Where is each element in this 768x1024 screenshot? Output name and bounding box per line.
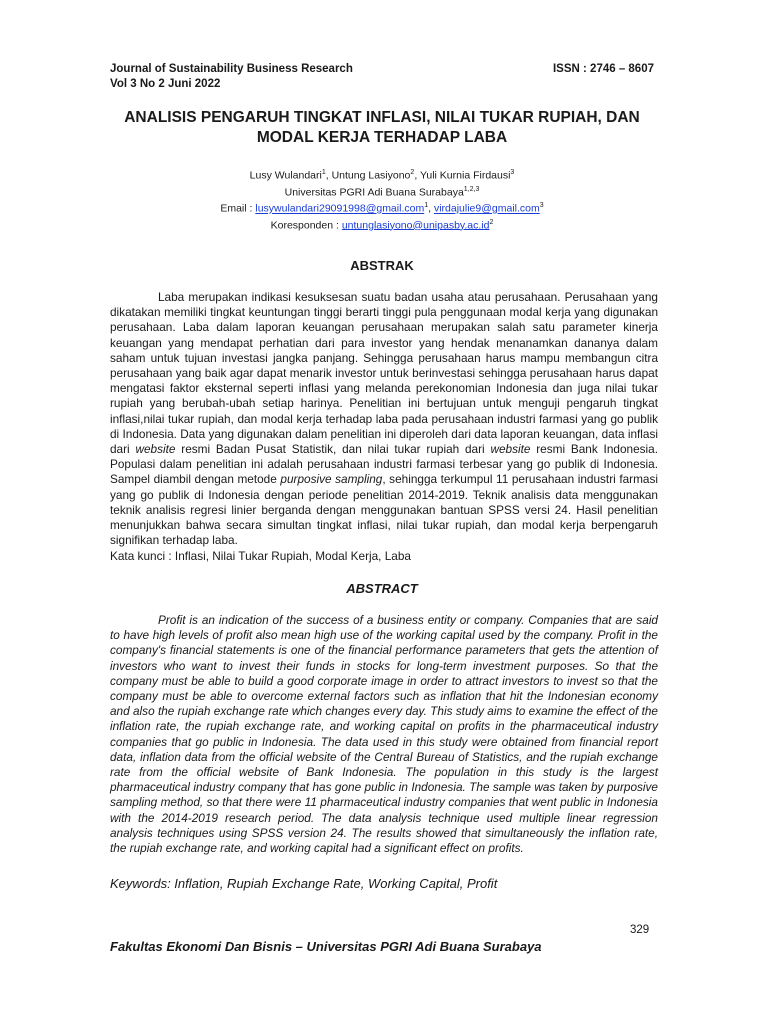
author-block bbox=[110, 166, 654, 232]
abstract-text: Profit is an indication of the success of a business entity or company. Companies that are said to have high levels of profit also mean high use of the working capital used by the company. Profit in the company's financial statements is one of the financial performance parameters that gets the attention of investors who want to invest their funds in stocks for long-term investment purposes. So that the company must be able to build a good corporate image in order to attract investors to invest so that the company must be able to overcome external factors such as inflation that hit the Indonesian economy and also the rupiah exchange rate which changes every day. This study aims to examine the effect of the inflation rate, the rupiah exchange rate, and working capital on profits in the pharmaceutical industry companies that go public in Indonesia. The data used in this study were obtained from financial report data, inflation data from the official website of the Central Bureau of Statistics, and the rupiah exchange rate from the official website of Bank Indonesia. The population in this study is the largest pharmaceutical industry company that has gone public in Indonesia. The sample was taken by purposive sampling method, so that there were 11 pharmaceutical industry companies that went public in Indonesia with the 2014-2019 research period. The data analysis technique used multiple linear regression analysis techniques using SPSS version 24. The results showed that simultaneously the inflation rate, the rupiah exchange rate, and working capital had a significant effect on profits. bbox=[110, 613, 658, 856]
journal-name: Journal of Sustainability Business Research bbox=[110, 63, 353, 75]
correspondent-line bbox=[110, 216, 654, 233]
abstract-paragraph bbox=[110, 613, 658, 856]
abstrak-heading: ABSTRAK bbox=[350, 258, 414, 273]
abstrak-part-4: , sehingga terkumpul 11 perusahaan industri farmasi yang go publik di Indonesia dengan periode penelitian 2014-2019. Teknik analisis data menggunakan teknik analisis regresi linier berganda dengan menggunakan bantuan SPSS versi 24. Hasil penelitian menunjukkan bahwa secara simultan tingkat inflasi, nilai tukar rupiah, dan modal kerja berpengaruh signifikan terhadap laba. bbox=[110, 472, 658, 548]
page-footer: Fakultas Ekonomi Dan Bisnis – Universitas PGRI Adi Buana Surabaya bbox=[110, 939, 542, 954]
running-header bbox=[110, 62, 654, 92]
author-3-sup: 3 bbox=[510, 169, 515, 176]
page-number: 329 bbox=[630, 924, 650, 936]
issn: ISSN : 2746 – 8607 bbox=[552, 63, 654, 75]
author-3: , Yuli Kurnia Firdausi bbox=[414, 169, 511, 182]
abstrak-website-2: website bbox=[490, 442, 531, 457]
volume-info: Vol 3 No 2 Juni 2022 bbox=[110, 78, 221, 90]
affiliation bbox=[110, 183, 654, 200]
correspondent-sup: 2 bbox=[489, 218, 494, 226]
email-separator: , bbox=[428, 202, 434, 215]
correspondent-label: Koresponden : bbox=[270, 219, 342, 231]
author-1: Lusy Wulandari bbox=[249, 169, 322, 182]
author-names bbox=[110, 166, 654, 183]
email-1-sup: 1 bbox=[424, 202, 429, 209]
kata-kunci: Kata kunci : Inflasi, Nilai Tukar Rupiah, Modal Kerja, Laba bbox=[110, 549, 411, 563]
email-line bbox=[110, 199, 654, 216]
abstract-heading: ABSTRACT bbox=[346, 581, 418, 596]
email-label: Email : bbox=[220, 202, 256, 215]
abstrak-part-1: Laba merupakan indikasi kesuksesan suatu badan usaha atau perusahaan. Perusahaan yang dikatakan memiliki tingkat keuntungan tinggi berarti tinggi pula penggunaan modal kerja yang digunakan perusahaan. Laba dalam laporan keuangan perusahaan merupakan salah satu parameter kinerja keuangan yang mendapat perhatian dari para investor yang hendak menanamkan dananya dalam saham untuk tujuan investasi jangka panjang. Sehingga perusahaan harus mampu membangun citra perusahaan yang baik agar dapat menarik investor untuk berinvestasi sehingga perusahaan harus dapat mengatasi faktor eksternal seperti inflasi yang melanda perekonomian Indonesia dan juga nilai tukar rupiah yang berubah-ubah setiap harinya. Penelitian ini bertujuan untuk menguji pengaruh tingkat inflasi,nilai tukar rupiah, dan modal kerja terhadap laba pada perusahaan industri farmasi yang go publik di Indonesia. Data yang digunakan dalam penelitian ini diperoleh dari data laporan keuangan, data inflasi dari bbox=[110, 290, 658, 457]
abstrak-website-1: website bbox=[135, 442, 176, 457]
email-link-1[interactable]: lusywulandari29091998@gmail.com bbox=[255, 202, 425, 215]
abstrak-part-2: resmi Badan Pusat Statistik, dan nilai tukar rupiah dari bbox=[175, 442, 491, 457]
title-line-1: ANALISIS PENGARUH TINGKAT INFLASI, NILAI TUKAR RUPIAH, DAN bbox=[124, 109, 640, 126]
keywords-en: Keywords: Inflation, Rupiah Exchange Rate, Working Capital, Profit bbox=[110, 876, 498, 891]
author-2: , Untung Lasiyono bbox=[325, 169, 411, 182]
paper-title bbox=[110, 108, 654, 148]
author-1-sup: 1 bbox=[321, 169, 326, 176]
author-2-sup: 2 bbox=[410, 169, 415, 176]
abstrak-part-3: resmi Bank Indonesia. Populasi dalam penelitian ini adalah perusahaan industri farmasi terbesar yang go publik di Indonesia. Sampel diambil dengan metode bbox=[110, 442, 658, 487]
abstrak-paragraph bbox=[110, 290, 658, 548]
email-2-sup: 3 bbox=[539, 202, 544, 209]
title-line-2: MODAL KERJA TERHADAP LABA bbox=[256, 129, 508, 146]
abstrak-purposive: purposive sampling bbox=[280, 472, 383, 487]
affiliation-text: Universitas PGRI Adi Buana Surabaya bbox=[284, 186, 464, 198]
email-link-2[interactable]: virdajulie9@gmail.com bbox=[433, 202, 540, 215]
affiliation-sup: 1,2,3 bbox=[463, 185, 480, 193]
correspondent-email-link[interactable]: untunglasiyono@unipasby.ac.id bbox=[341, 219, 490, 231]
